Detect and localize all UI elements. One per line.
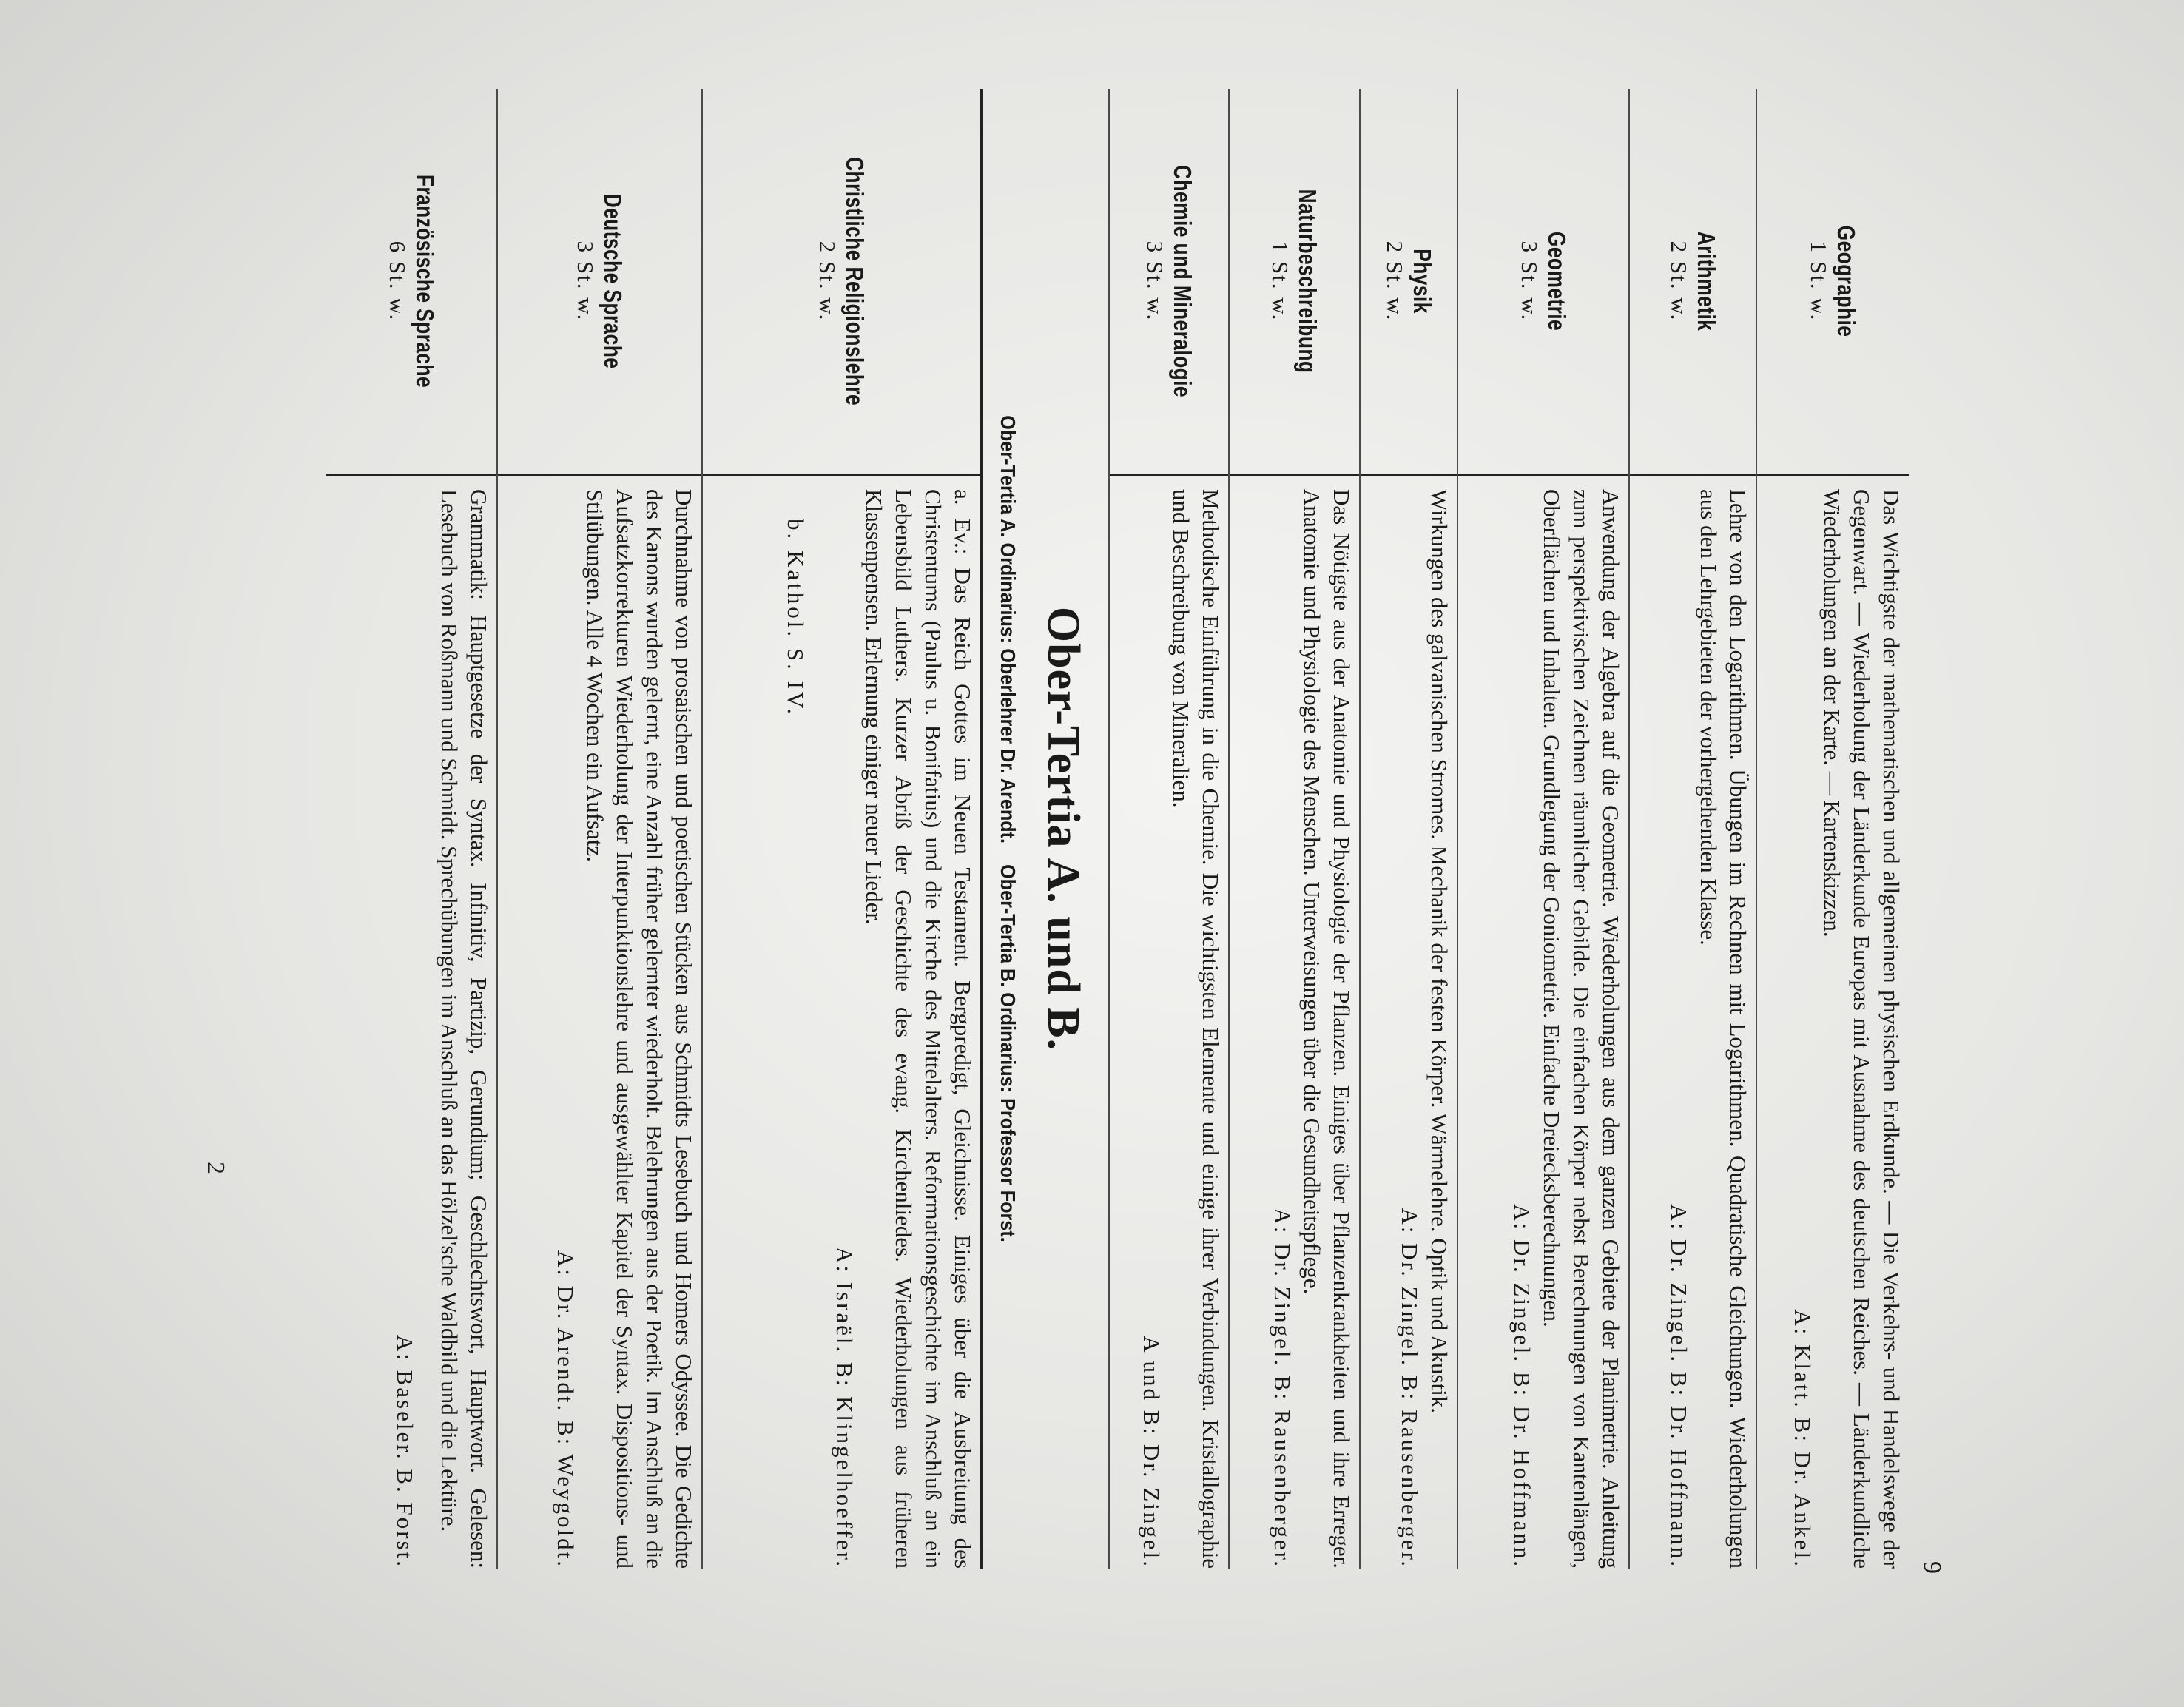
row-divider bbox=[1108, 89, 1110, 1569]
page-number-bottom: 2 bbox=[202, 1162, 229, 1174]
subject-name: Chemie und Mineralogie bbox=[1169, 165, 1196, 397]
teacher-line: A: Klatt. B: Dr. Ankel. bbox=[1790, 1309, 1816, 1569]
religion-text-b: b. Kathol. S. IV. bbox=[783, 519, 809, 718]
subject-name: Arithmetik bbox=[1693, 231, 1720, 331]
teacher-line: A: Dr. Zingel. B: Rausenberger. bbox=[1270, 1208, 1295, 1569]
row-divider bbox=[1756, 89, 1757, 1569]
subject-name: Geographie bbox=[1833, 225, 1861, 337]
page-number-top: 9 bbox=[1918, 1561, 1946, 1574]
row-divider bbox=[496, 89, 498, 1569]
religion-text-a: a. Ev.: Das Reich Gottes im Neuen Testament. Bergpredigt, Gleichnisse. Einiges über die Ausbreitung des Christentums (Paulus u. Bonifatius) und die Kirche des Mittelalters. Reformationsgeschichte im Anschluß an ein Lebensbild Luthers. Kurzer Abriß der Geschichte des evang. Kirchenliedes. Wiederholungen aus früheren Klassenpensen. Erlernung einiger neuer Lieder. bbox=[861, 489, 976, 1569]
row-divider bbox=[1228, 89, 1230, 1569]
ordinarius-b: Ober-Tertia B. Ordinarius: Professor Forst. bbox=[997, 864, 1019, 1242]
rotated-document bbox=[0, 22, 1953, 1650]
row-divider bbox=[1457, 89, 1458, 1569]
subject-name: Deutsche Sprache bbox=[599, 193, 627, 369]
row-naturbeschreibung bbox=[1230, 89, 1359, 1569]
subject-hours: 1 St. w. bbox=[1806, 240, 1833, 322]
row-franzoesisch bbox=[326, 89, 496, 1569]
subject-hours: 3 St. w. bbox=[573, 240, 599, 322]
section-title: Ober-Tertia A. und B. bbox=[1038, 606, 1088, 1051]
row-geographie bbox=[1757, 89, 1909, 1569]
teacher-line: A: Dr. Zingel. B: Dr. Hoffmann. bbox=[1509, 1204, 1535, 1569]
row-chemie bbox=[1110, 89, 1228, 1569]
teacher-line: A und B: Dr. Zingel. bbox=[1139, 1336, 1165, 1569]
teacher-line: A: Dr. Arendt. B: Weygoldt. bbox=[553, 1250, 579, 1569]
ordinarius-line bbox=[996, 163, 1019, 1495]
teacher-line: A: Dr. Zingel. B: Dr. Hoffmann. bbox=[1666, 1204, 1692, 1569]
subject-hours: 2 St. w. bbox=[1666, 240, 1692, 322]
row-divider bbox=[701, 89, 703, 1569]
row-text: Anwendung der Algebra auf die Geometrie. Wiederholungen aus dem ganzen Gebiete der Planimetrie. Anleitung zum perspektivischen Zeichnen räumlicher Gebilde. Die einfachen Körper nebst Berechnungen von Kantenlängen, Oberflächen und Inhalten. Grundlegung der Goniometrie. Einfache Dreiecksberechnungen. bbox=[1539, 489, 1624, 1569]
row-text: Wirkungen des galvanischen Stromes. Mechanik der festen Körper. Wärmelehre. Optik und Akustik. bbox=[1426, 489, 1452, 1414]
subject-hours: 1 St. w. bbox=[1267, 240, 1294, 322]
row-geometrie bbox=[1458, 89, 1628, 1569]
teacher-line: A: Dr. Zingel. B: Rausenberger. bbox=[1397, 1208, 1423, 1569]
row-physik bbox=[1361, 89, 1457, 1569]
subject-name: Naturbeschreibung bbox=[1294, 189, 1322, 374]
row-deutsch bbox=[498, 89, 701, 1569]
subject-hours: 6 St. w. bbox=[385, 240, 411, 322]
teacher-line: A: Israël. B: Klingelhoeffer. bbox=[832, 1246, 857, 1569]
teacher-line: A: Baseler. B. Forst. bbox=[392, 1334, 418, 1569]
subject-hours: 2 St. w. bbox=[815, 240, 841, 322]
row-divider bbox=[1628, 89, 1630, 1569]
row-text: Durchnahme von prosaischen und poetischen Stücken aus Schmidts Lesebuch und Homers Odyssee. Die Gedichte des Kanons wurden gelernt, eine Anzahl früher gelernter wiederholt. Belehrungen aus der Poetik. Im Anschluß an die Aufsatzkorrekturen Wiederholung der Interpunktionslehre und ausgewählter Kapitel der Syntax. Dispositions- und Stilübungen. Alle 4 Wochen ein Aufsatz. bbox=[582, 489, 697, 1569]
row-arithmetik bbox=[1630, 89, 1756, 1569]
subject-name: Geometrie bbox=[1543, 231, 1571, 331]
row-text: Das Nötigste aus der Anatomie und Physiologie der Pflanzen. Einiges über Pflanzenkrankheiten und ihre Erreger. Anatomie und Physiologie des Menschen. Unterweisungen über die Gesundheitspflege. bbox=[1299, 489, 1355, 1569]
subject-name: Französische Sprache bbox=[411, 174, 439, 388]
row-text: Methodische Einführung in die Chemie. Die wichtigsten Elemente und einige ihrer Verbindungen. Kristallographie und Beschreibung von Mineralien. bbox=[1168, 489, 1224, 1569]
subject-hours: 3 St. w. bbox=[1517, 240, 1543, 322]
table2-top-rule bbox=[980, 89, 983, 1569]
row-religion bbox=[703, 89, 980, 1569]
row-divider bbox=[1359, 89, 1361, 1569]
row-text: Lehre von den Logarithmen. Übungen im Rechnen mit Logarithmen. Quadratische Gleichungen. Wiederholungen aus den Lehrgebieten der vorhergehenden Klasse. bbox=[1696, 489, 1751, 1569]
subject-hours: 3 St. w. bbox=[1142, 240, 1168, 322]
row-text: Grammatik: Hauptgesetze der Syntax. Infinitiv, Partizip, Gerundium; Geschlechtswort, Hauptwort. Gelesen: Lesebuch von Roßmann und Schmidt. Sprechübungen im Anschluß an das Hölzel'sche Waldbild und die Lektüre. bbox=[437, 489, 492, 1569]
row-text: Das Wichtigste der mathematischen und allgemeinen physischen Erdkunde. — Die Verkehrs- und Handelswege der Gegenwart. — Wiederholung der Länderkunde Europas mit Ausnahme des deutschen Reiches. — Länderkundliche Wiederholungen an der Karte. — Kartenskizzen. bbox=[1819, 489, 1904, 1569]
subject-name: Christliche Religionslehre bbox=[841, 156, 869, 406]
ordinarius-a: Ober-Tertia A. Ordinarius: Oberlehrer Dr. Arendt. bbox=[997, 415, 1019, 844]
subject-hours: 2 St. w. bbox=[1382, 240, 1408, 322]
subject-name: Physik bbox=[1409, 249, 1436, 314]
